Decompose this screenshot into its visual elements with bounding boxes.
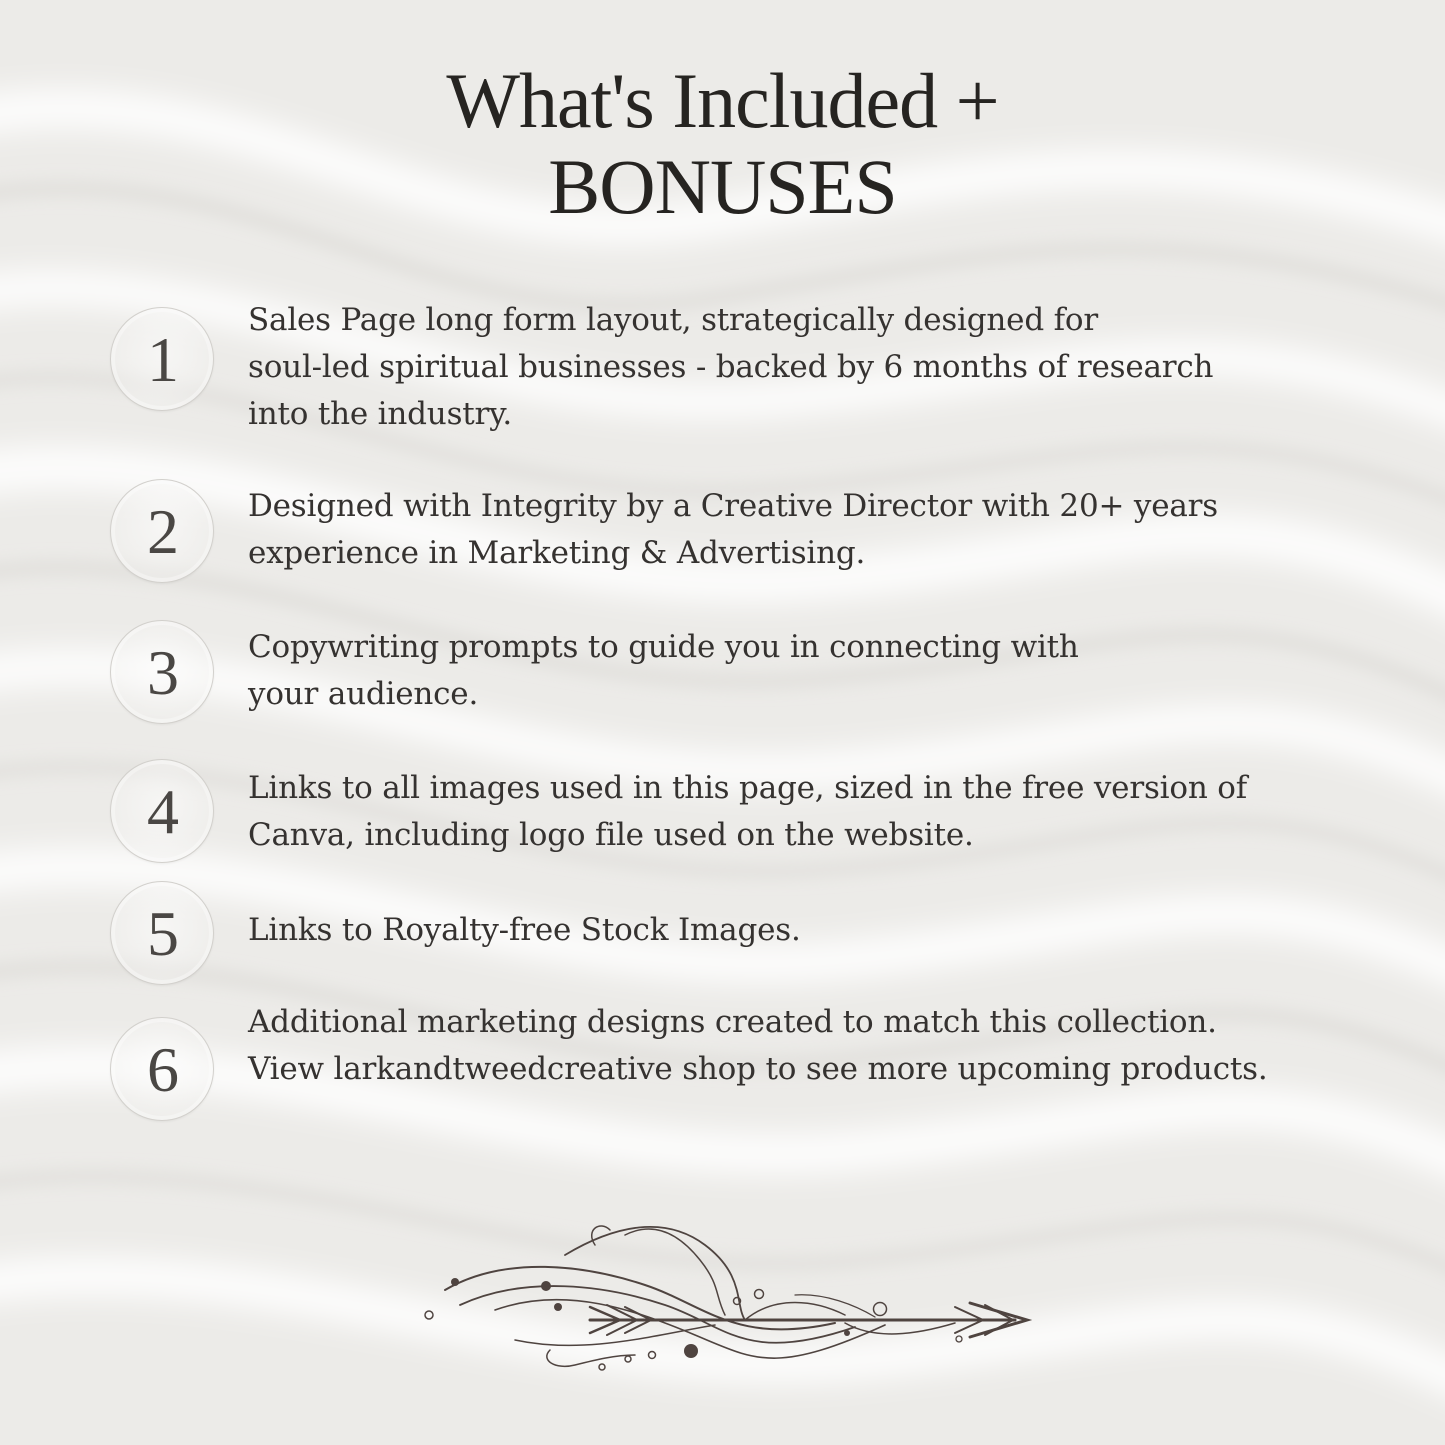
number-badge [110, 759, 214, 863]
item-number: 1 [147, 324, 179, 395]
item-number: 5 [147, 898, 179, 969]
number-badge [110, 1017, 214, 1121]
item-number: 6 [147, 1034, 179, 1105]
item-number: 3 [147, 637, 179, 708]
item-number: 4 [147, 776, 179, 847]
number-badge [110, 307, 214, 411]
item-description: Copywriting prompts to guide you in connecting with your audience. [248, 629, 1079, 712]
item-description: Designed with Integrity by a Creative Director with 20+ years experience in Marketing & Advertising. [248, 488, 1218, 571]
page-title [0, 58, 1445, 230]
boho-arrow-icon [415, 1215, 1045, 1379]
item-description: Links to Royalty-free Stock Images. [248, 912, 801, 948]
number-badge [110, 881, 214, 985]
item-description: Sales Page long form layout, strategically designed for soul-led spiritual businesses - backed by 6 months of research into the industry. [248, 302, 1214, 432]
number-badge [110, 479, 214, 583]
item-number: 2 [147, 496, 179, 567]
item-description: Links to all images used in this page, sized in the free version of Canva, including logo file used on the website. [248, 770, 1247, 853]
item-description: Additional marketing designs created to match this collection. View larkandtweedcreative shop to see more upcoming products. [248, 1004, 1268, 1087]
title-line-1: What's Included + [446, 57, 999, 144]
number-badge [110, 620, 214, 724]
title-line-2: BONUSES [548, 143, 897, 230]
